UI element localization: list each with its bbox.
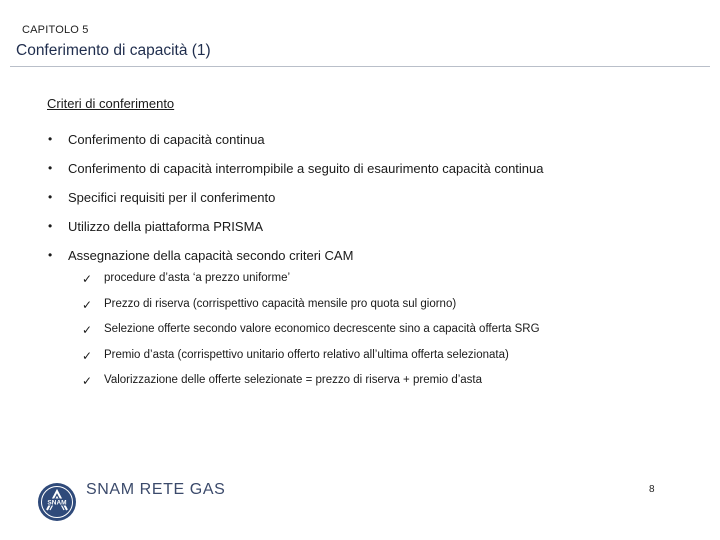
check-text: Valorizzazione delle offerte selezionate = prezzo di riserva + premio d’asta xyxy=(104,374,483,386)
chapter-label: CAPITOLO 5 xyxy=(22,24,89,36)
bullet-text: Conferimento di capacità continua xyxy=(68,132,265,147)
section-heading: Criteri di conferimento xyxy=(47,96,175,111)
list-item xyxy=(48,219,544,248)
list-item xyxy=(48,161,544,190)
list-item xyxy=(82,298,540,324)
bullet-text: Conferimento di capacità interrompibile a seguito di esaurimento capacità continua xyxy=(68,161,544,176)
bullet-list xyxy=(48,132,544,277)
list-item xyxy=(48,132,544,161)
page-title: Conferimento di capacità (1) xyxy=(16,42,211,59)
check-text: procedure d’asta ‘a prezzo uniforme’ xyxy=(104,272,291,284)
check-text: Prezzo di riserva (corrispettivo capacità mensile pro quota sul giorno) xyxy=(104,297,457,310)
bullet-icon: • xyxy=(48,161,53,175)
bullet-text: Assegnazione della capacità secondo criteri CAM xyxy=(68,248,354,263)
bullet-text: Utilizzo della piattaforma PRISMA xyxy=(68,219,264,234)
check-list xyxy=(82,272,540,400)
checkmark-icon: ✓ xyxy=(82,323,93,337)
bullet-icon: • xyxy=(48,190,53,204)
check-text: Selezione offerte secondo valore economico decrescente sino a capacità offerta SRG xyxy=(104,323,540,335)
checkmark-icon: ✓ xyxy=(82,272,93,286)
checkmark-icon: ✓ xyxy=(82,374,93,388)
page-number: 8 xyxy=(649,484,655,495)
list-item xyxy=(82,323,540,349)
bullet-icon: • xyxy=(48,248,53,262)
list-item xyxy=(48,190,544,219)
checkmark-icon: ✓ xyxy=(82,297,93,312)
check-text: Premio d’asta (corrispettivo unitario offerto relativo all’ultima offerta selezionata) xyxy=(104,348,509,361)
bullet-icon: • xyxy=(48,219,53,233)
list-item xyxy=(82,374,540,400)
snam-logo-icon xyxy=(37,482,77,522)
bullet-icon: • xyxy=(48,132,53,146)
brand-name: SNAM RETE GAS xyxy=(86,481,226,498)
list-item xyxy=(82,349,540,375)
logo-text: SNAM xyxy=(47,499,67,507)
title-divider xyxy=(10,66,710,67)
bullet-text: Specifici requisiti per il conferimento xyxy=(68,190,276,205)
list-item xyxy=(82,272,540,298)
checkmark-icon: ✓ xyxy=(82,348,93,363)
